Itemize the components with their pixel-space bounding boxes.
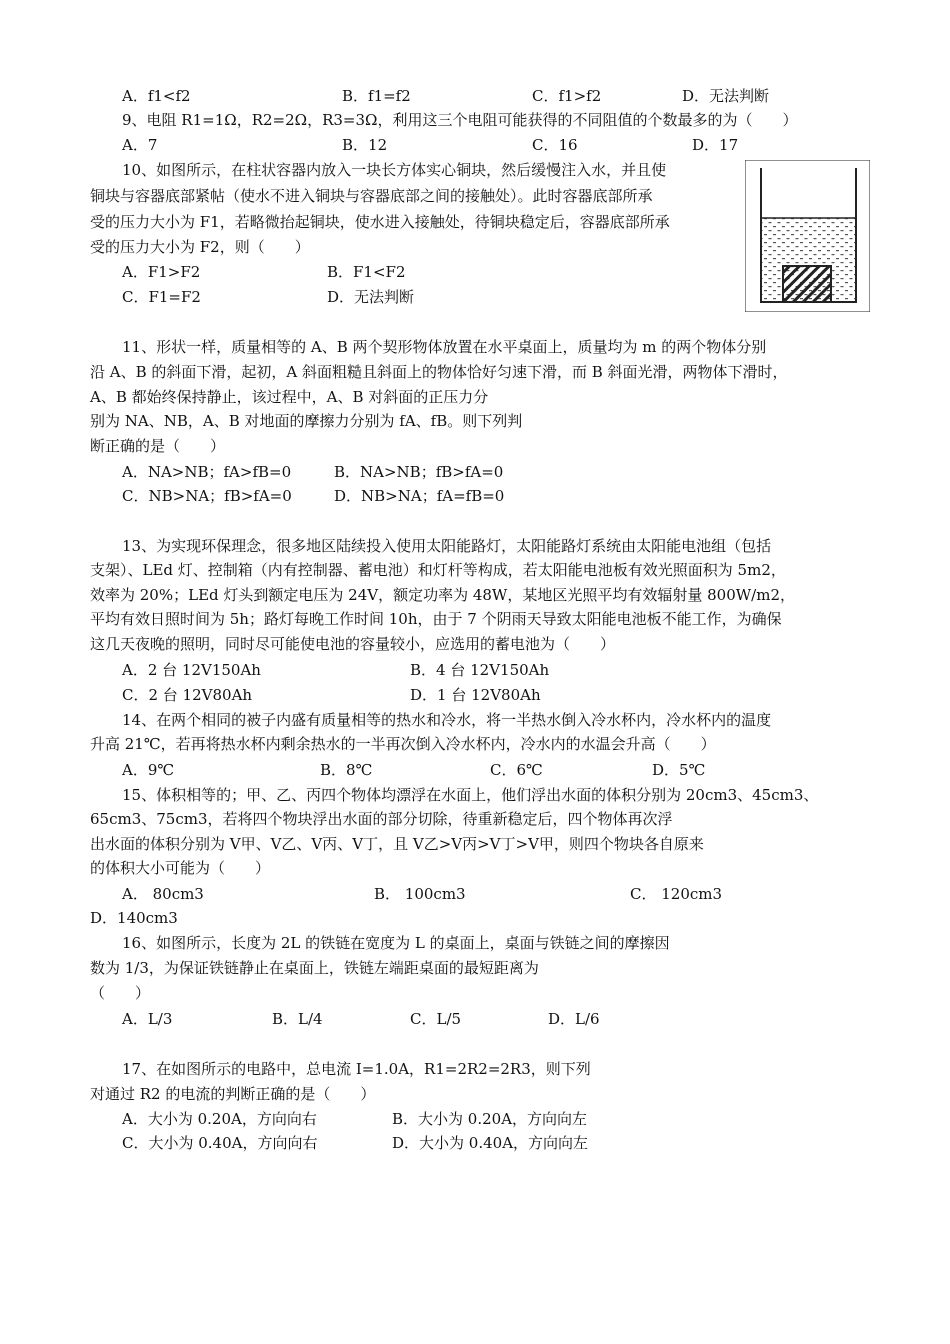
- q10-options-row-1: [122, 262, 522, 282]
- q13-line-4: 平均有效日照时间为 5h；路灯每晚工作时间 10h，由于 7 个阴雨天导致太阳能电池板不能工作，为确保: [90, 610, 782, 628]
- q13-option-d[interactable]: D．1 台 12V80Ah: [410, 686, 541, 704]
- q10-option-d[interactable]: D．无法判断: [327, 288, 415, 306]
- q14-option-b[interactable]: B．8℃: [320, 761, 373, 779]
- q17-option-c[interactable]: C．大小为 0.40A，方向向右: [122, 1134, 318, 1152]
- q17-option-b[interactable]: B．大小为 0.20A，方向向左: [392, 1110, 588, 1128]
- q10-line-3: 受的压力大小为 F1，若略微抬起铜块，使水进入接触处，待铜块稳定后，容器底部所承: [90, 213, 670, 231]
- q11-line-2: 沿 A、B 的斜面下滑，起初，A 斜面粗糙且斜面上的物体恰好匀速下滑，而 B 斜面光滑，两物体下滑时，: [90, 363, 788, 381]
- q9-option-c[interactable]: C．16: [532, 136, 578, 154]
- q16-line-2: 数为 1/3，为保证铁链静止在桌面上，铁链左端距桌面的最短距离为: [90, 959, 539, 977]
- q15-option-b[interactable]: B． 100cm3: [374, 885, 466, 903]
- q11-option-a[interactable]: A．NA>NB；fA>fB=0: [122, 463, 292, 481]
- q8-option-d[interactable]: D．无法判断: [682, 87, 770, 105]
- q13-line-5: 这几天夜晚的照明，同时尽可能使电池的容量较小，应选用的蓄电池为（ ）: [90, 635, 616, 653]
- q11-line-3: A、B 都始终保持静止，该过程中，A、B 对斜面的正压力分: [90, 388, 489, 406]
- q11-line-5: 断正确的是（ ）: [90, 437, 226, 455]
- q8-option-c[interactable]: C．f1>f2: [532, 87, 602, 105]
- q11-options-row-1: [122, 462, 542, 482]
- q14-option-c[interactable]: C．6℃: [490, 761, 543, 779]
- q15-line-3: 出水面的体积分别为 V甲、V乙、V丙、V丁，且 V乙>V丙>V丁>V甲，则四个物块各自原来: [90, 835, 704, 853]
- q10-options-row-2: [122, 287, 522, 307]
- q13-option-b[interactable]: B．4 台 12V150Ah: [410, 661, 550, 679]
- q15-option-c[interactable]: C． 120cm3: [630, 885, 723, 903]
- q11-option-b[interactable]: B．NA>NB；fB>fA=0: [334, 463, 504, 481]
- q10-line-2: 铜块与容器底部紧帖（使水不进入铜块与容器底部之间的接触处）。此时容器底部所承: [90, 187, 653, 205]
- q16-option-c[interactable]: C．L/5: [410, 1010, 462, 1028]
- q14-line-2: 升高 21℃，若再将热水杯内剩余热水的一半再次倒入冷水杯内，冷水内的水温会升高（ ）: [90, 735, 716, 753]
- q17-options-row-2: [122, 1133, 622, 1153]
- q10-container-figure: [745, 160, 870, 312]
- q9-stem: 9、电阻 R1=1Ω，R2=2Ω，R3=3Ω，利用这三个电阻可能获得的不同阻值的个数最多的为（ ）: [122, 111, 798, 129]
- q16-line-3: （ ）: [90, 984, 151, 1002]
- q11-line-1: 11、形状一样，质量相等的 A、B 两个契形物体放置在水平桌面上，质量均为 m 的两个物体分别: [122, 338, 767, 356]
- q15-option-a[interactable]: A． 80cm3: [122, 885, 204, 903]
- q9-option-d[interactable]: D．17: [692, 136, 739, 154]
- q14-options: [122, 760, 742, 780]
- q11-options-row-2: [122, 486, 542, 506]
- q13-option-c[interactable]: C．2 台 12V80Ah: [122, 686, 253, 704]
- q9-options: [122, 135, 822, 155]
- q16-line-1: 16、如图所示，长度为 2L 的铁链在宽度为 L 的桌面上，桌面与铁链之间的摩擦因: [122, 934, 670, 952]
- q15-option-d[interactable]: D．140cm3: [90, 909, 178, 927]
- q14-option-a[interactable]: A．9℃: [122, 761, 175, 779]
- q10-option-b[interactable]: B．F1<F2: [327, 263, 406, 281]
- q17-option-a[interactable]: A．大小为 0.20A，方向向右: [122, 1110, 317, 1128]
- q8-option-a[interactable]: A．f1<f2: [122, 87, 191, 105]
- q17-options-row-1: [122, 1109, 622, 1129]
- q14-line-1: 14、在两个相同的被子内盛有质量相等的热水和冷水，将一半热水倒入冷水杯内，冷水杯内的温度: [122, 711, 772, 729]
- q16-option-d[interactable]: D．L/6: [548, 1010, 600, 1028]
- q15-line-1: 15、体积相等的；甲、乙、丙四个物体均漂浮在水面上，他们浮出水面的体积分别为 20cm3、45cm3、: [122, 786, 819, 804]
- q15-line-2: 65cm3、75cm3，若将四个物块浮出水面的部分切除，待重新稳定后，四个物体再次浮: [90, 810, 673, 828]
- q17-line-1: 17、在如图所示的电路中，总电流 I=1.0A，R1=2R2=2R3，则下列: [122, 1060, 591, 1078]
- q16-option-a[interactable]: A．L/3: [122, 1010, 173, 1028]
- q11-option-c[interactable]: C．NB>NA；fB>fA=0: [122, 487, 292, 505]
- q10-line-1: 10、如图所示，在柱状容器内放入一块长方体实心铜块，然后缓慢注入水，并且使: [122, 161, 667, 179]
- q10-option-a[interactable]: A．F1>F2: [122, 263, 201, 281]
- q15-options-row-1: [122, 884, 742, 904]
- q8-options: [122, 86, 822, 106]
- q15-line-4: 的体积大小可能为（ ）: [90, 859, 271, 877]
- q11-line-4: 别为 NA、NB，A、B 对地面的摩擦力分别为 fA、fB。则下列判: [90, 412, 523, 430]
- q13-option-a[interactable]: A．2 台 12V150Ah: [122, 661, 261, 679]
- q17-line-2: 对通过 R2 的电流的判断正确的是（ ）: [90, 1085, 376, 1103]
- q10-line-4: 受的压力大小为 F2，则（ ）: [90, 238, 310, 256]
- q16-option-b[interactable]: B．L/4: [272, 1010, 323, 1028]
- q11-option-d[interactable]: D．NB>NA；fA=fB=0: [334, 487, 505, 505]
- q13-line-1: 13、为实现环保理念，很多地区陆续投入使用太阳能路灯，太阳能路灯系统由太阳能电池组（包括: [122, 537, 772, 555]
- q13-line-3: 效率为 20%；LEd 灯头到额定电压为 24V，额定功率为 48W，某地区光照平均有效辐射量 800W/m2，: [90, 586, 795, 604]
- q14-option-d[interactable]: D．5℃: [652, 761, 706, 779]
- q17-option-d[interactable]: D．大小为 0.40A，方向向左: [392, 1134, 589, 1152]
- q13-options-row-1: [122, 660, 582, 680]
- q9-option-b[interactable]: B．12: [342, 136, 388, 154]
- q13-options-row-2: [122, 685, 582, 705]
- q13-line-2: 支架）、LEd 灯、控制箱（内有控制器、蓄电池）和灯杆等构成，若太阳能电池板有效光照面积为 5m2，: [90, 561, 786, 579]
- q10-option-c[interactable]: C．F1=F2: [122, 288, 201, 306]
- q16-options: [122, 1009, 642, 1029]
- q8-option-b[interactable]: B．f1=f2: [342, 87, 411, 105]
- q9-option-a[interactable]: A．7: [122, 136, 158, 154]
